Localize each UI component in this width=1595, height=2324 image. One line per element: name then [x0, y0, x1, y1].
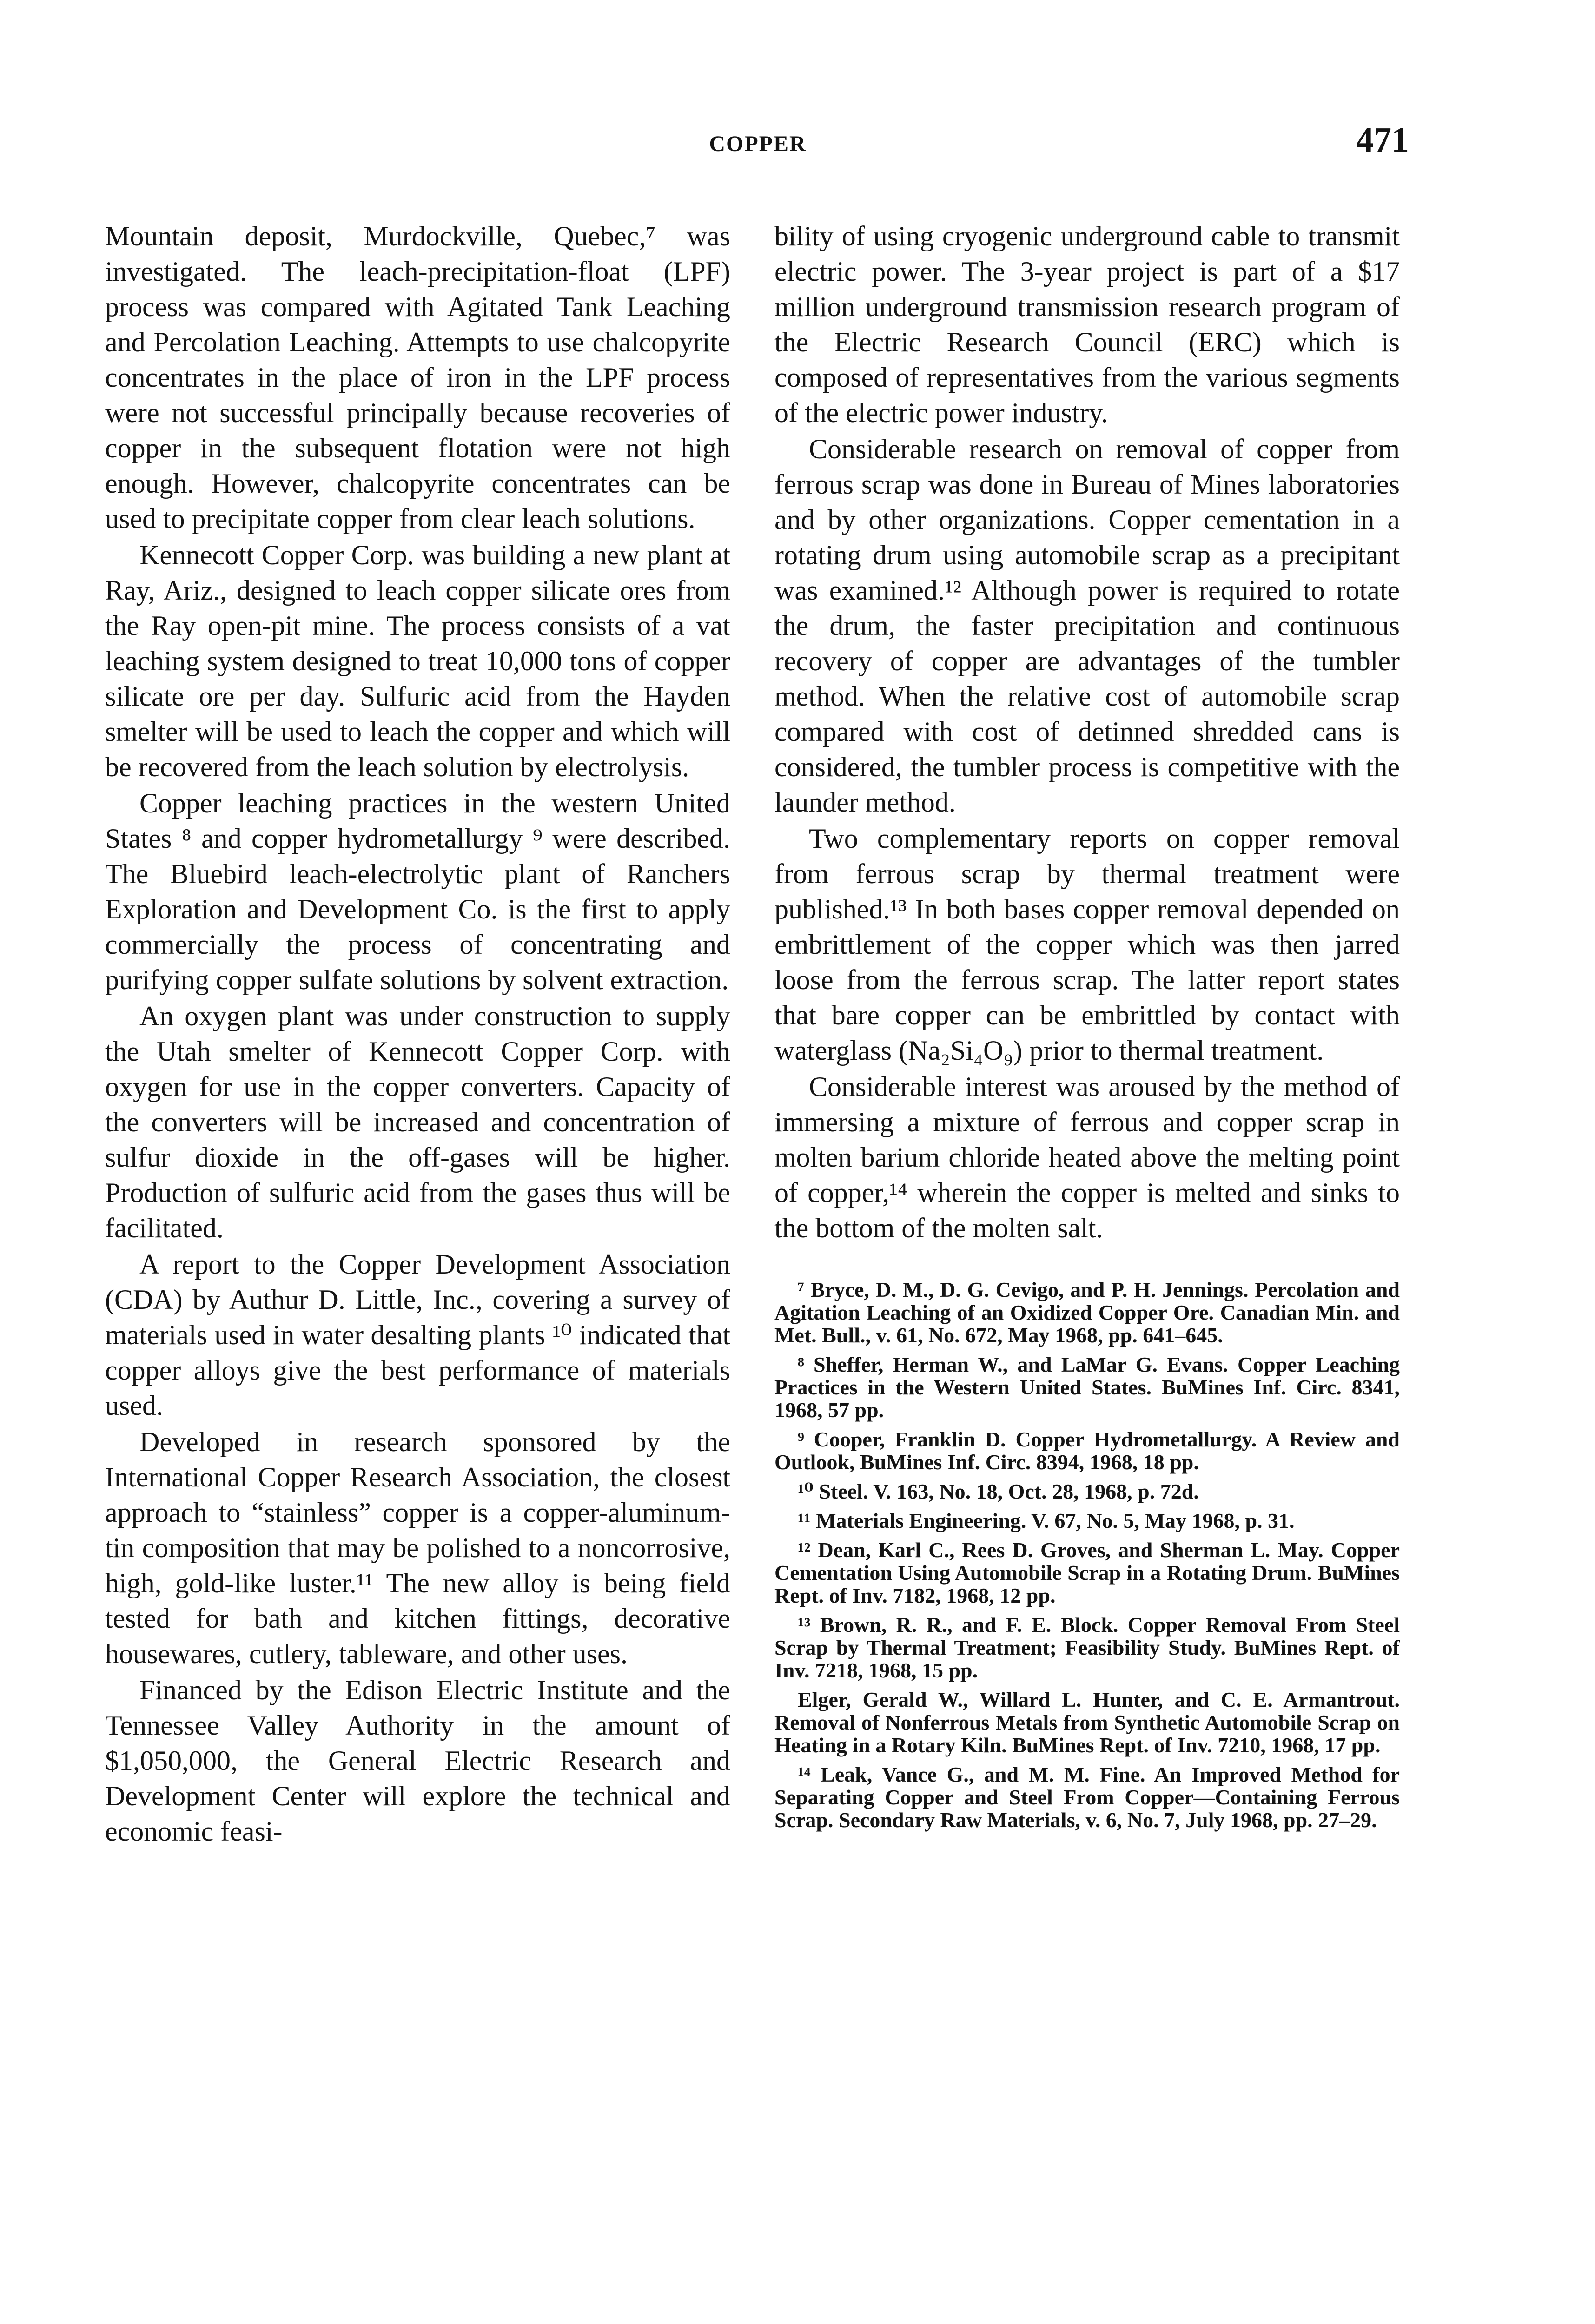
footnote: Elger, Gerald W., Willard L. Hunter, and C. E. Armantrout. Removal of Nonferrous Metals from Synthetic Automobile Scrap on Heating in a Rotary Kiln. BuMines Rept. of Inv. 7210, 1968, 17 pp. — [774, 1688, 1400, 1757]
footnote: ¹⁰ Steel. V. 163, No. 18, Oct. 28, 1968, p. 72d. — [798, 1479, 1199, 1503]
body-paragraph: Kennecott Copper Corp. was building a new plant at Ray, Ariz., designed to leach copper silicate ores from the Ray open-pit mine. The process consists of a vat leaching system designed to treat 10,000 tons of copper silicate ore per day. Sulfuric acid from the Hayden smelter will be used to leach the copper and which will be recovered from the leach solution by electrolysis. — [105, 540, 730, 782]
body-paragraph: Copper leaching practices in the western United States ⁸ and copper hydrometallurgy ⁹ were described. The Bluebird leach-electrolytic plant of Ranchers Exploration and Development Co. is the first to apply commercially the process of concentrating and purifying copper sulfate solutions by solvent extraction. — [105, 788, 730, 995]
body-paragraph: bility of using cryogenic underground cable to transmit electric power. The 3-year project is part of a $17 million underground transmission research program of the Electric Research Council (ERC) which is composed of representatives from the various segments of the electric power industry. — [774, 221, 1400, 428]
footnotes — [774, 1278, 1400, 1831]
footnote: ¹¹ Materials Engineering. V. 67, No. 5, May 1968, p. 31. — [798, 1509, 1295, 1532]
footnote: ⁹ Cooper, Franklin D. Copper Hydrometallurgy. A Review and Outlook, BuMines Inf. Circ. 8394, 1968, 18 pp. — [774, 1427, 1400, 1474]
body-paragraph: Considerable interest was aroused by the method of immersing a mixture of ferrous and copper scrap in molten barium chloride heated above the melting point of copper,¹⁴ wherein the copper is melted and sinks to the bottom of the molten salt. — [774, 1071, 1400, 1243]
right-column — [774, 218, 1400, 1831]
footnote: ⁷ Bryce, D. M., D. G. Cevigo, and P. H. Jennings. Percolation and Agitation Leaching of an Oxidized Copper Ore. Canadian Min. and Met. Bull., v. 61, No. 672, May 1968, pp. 641–645. — [774, 1278, 1400, 1347]
left-column — [105, 218, 730, 1849]
running-head: COPPER — [709, 132, 807, 156]
footnote: ⁸ Sheffer, Herman W., and LaMar G. Evans. Copper Leaching Practices in the Western United States. BuMines Inf. Circ. 8341, 1968, 57 pp. — [774, 1353, 1400, 1422]
body-paragraph: Developed in research sponsored by the International Copper Research Association, the closest approach to “stainless” copper is a copper-aluminum-tin composition that may be polished to a noncorrosive, high, gold-like luster.¹¹ The new alloy is being field tested for bath and kitchen fittings, decorative housewares, cutlery, tableware, and other uses. — [105, 1426, 730, 1669]
body-paragraph: An oxygen plant was under construction to supply the Utah smelter of Kennecott Copper Corp. with oxygen for use in the copper converters. Capacity of the converters will be increased and concentration of sulfur dioxide in the off-gases will be higher. Production of sulfuric acid from the gases thus will be facilitated. — [105, 1001, 730, 1243]
body-paragraph: Mountain deposit, Murdockville, Quebec,⁷ was investigated. The leach-precipitation-float (LPF) process was compared with Agitated Tank Leaching and Percolation Leaching. Attempts to use chalcopyrite concentrates in the place of iron in the LPF process were not successful principally because recoveries of copper in the subsequent flotation were not high enough. However, chalcopyrite concentrates can be used to precipitate copper from clear leach solutions. — [105, 221, 730, 534]
body-paragraph: Considerable research on removal of copper from ferrous scrap was done in Bureau of Mines laboratories and by other organizations. Copper cementation in a rotating drum using automobile scrap as a precipitant was examined.¹² Although power is required to rotate the drum, the faster precipitation and continuous recovery of copper are advantages of the tumbler method. When the relative cost of automobile scrap compared with cost of detinned shredded cans is considered, the tumbler process is competitive with the launder method. — [774, 434, 1400, 818]
body-paragraph: Financed by the Edison Electric Institute and the Tennessee Valley Authority in the amount of $1,050,000, the General Electric Research and Development Center will explore the technical and economic feasi- — [105, 1675, 730, 1847]
body-paragraph: A report to the Copper Development Association (CDA) by Authur D. Little, Inc., covering a survey of materials used in water desalting plants ¹⁰ indicated that copper alloys give the best performance of materials used. — [105, 1249, 730, 1421]
footnote: ¹² Dean, Karl C., Rees D. Groves, and Sherman L. May. Copper Cementation Using Automobile Scrap in a Rotating Drum. BuMines Rept. of Inv. 7182, 1968, 12 pp. — [774, 1538, 1400, 1607]
body-paragraph: Two complementary reports on copper removal from ferrous scrap by thermal treatment were published.¹³ In both bases copper removal depended on embrittlement of the copper which was then jarred loose from the ferrous scrap. The latter report states that bare copper can be embrittled by contact with waterglass (Na₂Si₄O₉) prior to thermal treatment. — [774, 823, 1400, 1066]
page-number: 471 — [1356, 120, 1409, 159]
footnote: ¹³ Brown, R. R., and F. E. Block. Copper Removal From Steel Scrap by Thermal Treatment; Feasibility Study. BuMines Rept. of Inv. 7218, 1968, 15 pp. — [774, 1613, 1400, 1682]
footnote: ¹⁴ Leak, Vance G., and M. M. Fine. An Improved Method for Separating Copper and Steel From Copper—Containing Ferrous Scrap. Secondary Raw Materials, v. 6, No. 7, July 1968, pp. 27–29. — [774, 1763, 1400, 1832]
